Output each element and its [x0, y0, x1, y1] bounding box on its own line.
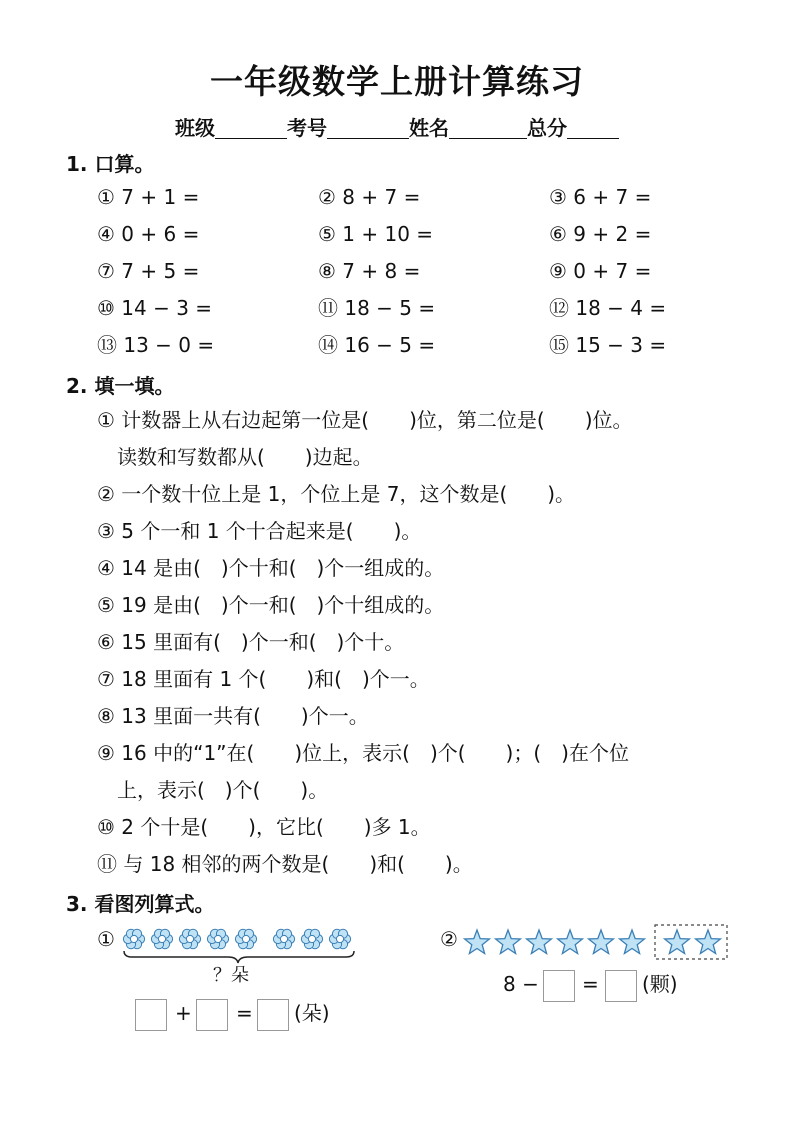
- flower-icon: [273, 929, 294, 949]
- fill-line: ⑩ 2 个十是( )，它比( )多 1。: [97, 815, 431, 839]
- equals-sign: =: [236, 1001, 253, 1025]
- fill-line: ⑨ 16 中的“1”在( )位上，表示( )个( )；( )在个位: [97, 741, 629, 765]
- calc-item: ⑪ 18 − 5 =: [318, 296, 436, 320]
- stars-picture: [462, 922, 732, 962]
- star-icon: [558, 930, 583, 954]
- calc-item: ⑦ 7 + 5 =: [97, 259, 200, 283]
- class-blank[interactable]: [215, 116, 287, 139]
- fill-line: ⑦ 18 里面有 1 个( )和( )个一。: [97, 667, 430, 691]
- calc-item: ⑩ 14 − 3 =: [97, 296, 213, 320]
- flower-icon: [151, 929, 172, 949]
- unit-label: (颗): [642, 972, 678, 996]
- answer-box[interactable]: [135, 999, 167, 1031]
- flower-icon: [179, 929, 200, 949]
- fill-line: ⑧ 13 里面一共有( )个一。: [97, 704, 369, 728]
- fill-line: ② 一个数十位上是 1，个位上是 7，这个数是( )。: [97, 482, 576, 506]
- exam-no-label: 考号: [287, 116, 327, 140]
- answer-box[interactable]: [196, 999, 228, 1031]
- flower-icon: [301, 929, 322, 949]
- answer-box[interactable]: [257, 999, 289, 1031]
- calc-item: ⑮ 15 − 3 =: [549, 333, 667, 357]
- calc-item: ⑬ 13 − 0 =: [97, 333, 215, 357]
- fill-line: ③ 5 个一和 1 个十合起来是( )。: [97, 519, 422, 543]
- fill-line: ④ 14 是由( )个十和( )个一组成的。: [97, 556, 445, 580]
- calc-item: ⑤ 1 + 10 =: [318, 222, 434, 246]
- info-line: [0, 112, 794, 141]
- score-blank[interactable]: [567, 116, 619, 139]
- fill-line: ⑥ 15 里面有( )个一和( )个十。: [97, 630, 405, 654]
- minuend-label: 8 −: [503, 972, 539, 996]
- fill-line: 上，表示( )个( )。: [97, 778, 329, 802]
- calc-item: ⑫ 18 − 4 =: [549, 296, 667, 320]
- fill-line: ① 计数器上从右边起第一位是( )位，第二位是( )位。: [97, 408, 633, 432]
- calc-item: ② 8 + 7 =: [318, 185, 421, 209]
- brace-label: ？朵: [213, 965, 249, 986]
- equals-sign: =: [582, 972, 599, 996]
- section3-heading: 3. 看图列算式。: [66, 892, 215, 916]
- calc-item: ⑧ 7 + 8 =: [318, 259, 421, 283]
- answer-box[interactable]: [605, 970, 637, 1002]
- name-label: 姓名: [409, 116, 449, 140]
- flower-icon: [207, 929, 228, 949]
- calc-item: ③ 6 + 7 =: [549, 185, 652, 209]
- answer-box[interactable]: [543, 970, 575, 1002]
- problem2-marker: ②: [440, 927, 458, 951]
- problem1-marker: ①: [97, 927, 115, 951]
- fill-line: ⑪ 与 18 相邻的两个数是( )和( )。: [97, 852, 473, 876]
- star-icon: [527, 930, 552, 954]
- page-title: 一年级数学上册计算练习: [210, 62, 584, 101]
- calc-item: ⑥ 9 + 2 =: [549, 222, 652, 246]
- score-label: 总分: [527, 116, 567, 140]
- fill-line: 读数和写数都从( )边起。: [97, 445, 373, 469]
- class-label: 班级: [175, 116, 215, 140]
- plus-sign: +: [175, 1001, 192, 1025]
- star-icon: [589, 930, 614, 954]
- star-icon: [465, 930, 490, 954]
- flower-icon: [329, 929, 350, 949]
- calc-item: ⑭ 16 − 5 =: [318, 333, 436, 357]
- section1-heading: 1. 口算。: [66, 152, 155, 176]
- calc-item: ⑨ 0 + 7 =: [549, 259, 652, 283]
- calc-item: ① 7 + 1 =: [97, 185, 200, 209]
- calc-item: ④ 0 + 6 =: [97, 222, 200, 246]
- star-icon: [496, 930, 521, 954]
- flower-icon: [123, 929, 144, 949]
- star-icon: [665, 930, 690, 954]
- flower-icon: [235, 929, 256, 949]
- exam-no-blank[interactable]: [327, 116, 409, 139]
- unit-label: (朵): [294, 1001, 330, 1025]
- section2-heading: 2. 填一填。: [66, 374, 175, 398]
- name-blank[interactable]: [449, 116, 527, 139]
- star-icon: [696, 930, 721, 954]
- star-icon: [620, 930, 645, 954]
- fill-line: ⑤ 19 是由( )个一和( )个十组成的。: [97, 593, 445, 617]
